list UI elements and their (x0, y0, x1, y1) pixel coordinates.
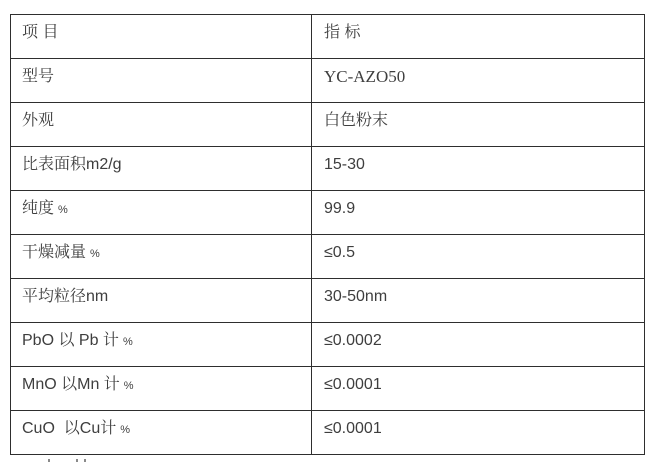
clipped-text-artifact (76, 459, 78, 462)
percent-suffix: % (90, 248, 100, 260)
header-cell-item (11, 15, 312, 59)
item-label: 比表面积m2/g (22, 156, 122, 173)
item-label: 干燥减量 (22, 244, 87, 261)
item-label: 型号 (22, 68, 55, 85)
cell-item-label (11, 411, 312, 455)
indicator-value: ≤0.5 (324, 244, 356, 261)
cell-indicator-value (312, 411, 645, 455)
cell-item-label (11, 59, 312, 103)
indicator-value: ≤0.0001 (324, 376, 382, 393)
header-item-label: 项 目 (22, 24, 59, 41)
table-row (11, 323, 645, 367)
clipped-text-artifact (48, 459, 50, 462)
cell-indicator-value (312, 191, 645, 235)
item-label: MnO 以Mn 计 (22, 376, 120, 393)
header-indicator-label: 指 标 (324, 24, 361, 41)
table-row (11, 59, 645, 103)
percent-suffix: % (120, 424, 131, 436)
cell-item-label (11, 323, 312, 367)
item-label: CuO 以Cu计 (22, 420, 117, 437)
cell-item-label (11, 191, 312, 235)
cell-item-label (11, 147, 312, 191)
item-label: 外观 (22, 112, 55, 129)
cell-indicator-value (312, 147, 645, 191)
percent-suffix: % (122, 336, 133, 348)
percent-suffix: % (123, 380, 134, 392)
cell-indicator-value (312, 103, 645, 147)
item-label: PbO 以 Pb 计 (22, 332, 119, 349)
spec-table (10, 14, 645, 455)
indicator-value: 99.9 (324, 200, 356, 217)
cell-indicator-value (312, 367, 645, 411)
cell-item-label (11, 103, 312, 147)
cell-item-label (11, 279, 312, 323)
indicator-value: 30-50nm (324, 288, 388, 305)
indicator-value: ≤0.0001 (324, 420, 382, 437)
cell-indicator-value (312, 59, 645, 103)
table-row (11, 191, 645, 235)
header-cell-indicator (312, 15, 645, 59)
table-row (11, 279, 645, 323)
cell-item-label (11, 367, 312, 411)
table-header-row (11, 15, 645, 59)
clipped-text-artifact (84, 459, 86, 462)
table-row (11, 103, 645, 147)
indicator-value: YC-AZO50 (324, 67, 406, 86)
item-label: 纯度 (22, 200, 55, 217)
cell-indicator-value (312, 279, 645, 323)
table-row (11, 367, 645, 411)
percent-suffix: % (58, 204, 68, 216)
cell-item-label (11, 235, 312, 279)
item-label: 平均粒径nm (22, 288, 109, 305)
table-row (11, 147, 645, 191)
indicator-value: ≤0.0002 (324, 332, 382, 349)
indicator-value: 15-30 (324, 156, 365, 173)
table-row (11, 411, 645, 455)
indicator-value: 白色粉末 (324, 112, 389, 129)
table-row (11, 235, 645, 279)
cell-indicator-value (312, 235, 645, 279)
cell-indicator-value (312, 323, 645, 367)
